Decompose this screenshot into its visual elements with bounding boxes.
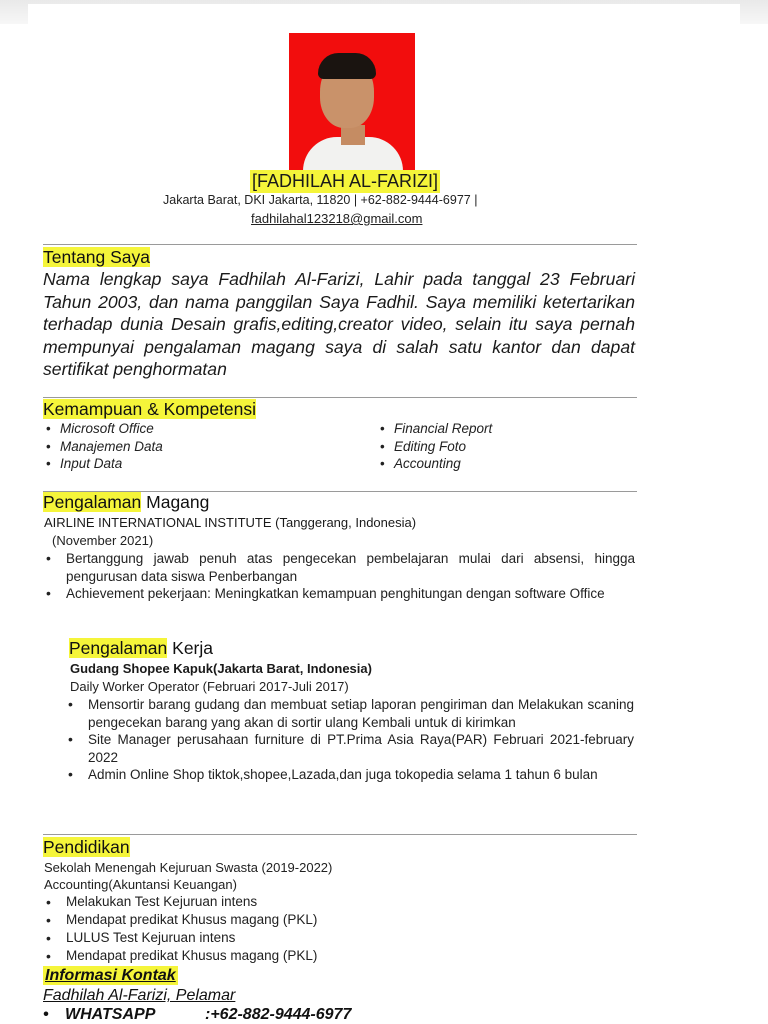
photo-neck xyxy=(341,125,365,145)
skill-item: • Financial Report xyxy=(378,420,492,438)
skills-list-right xyxy=(378,420,492,473)
education-school: Sekolah Menengah Kejuruan Swasta (2019-2022) xyxy=(44,860,333,875)
about-title-text: Tentang Saya xyxy=(43,247,151,267)
work-title xyxy=(69,638,213,659)
internship-bullets xyxy=(44,550,635,603)
internship-date: (November 2021) xyxy=(52,533,154,548)
internship-title-rest: Magang xyxy=(141,492,210,512)
work-role: Daily Worker Operator (Februari 2017-Juli 2017) xyxy=(70,679,349,694)
education-major: Accounting(Akuntansi Keuangan) xyxy=(44,877,237,892)
education-bullet: • Mendapat predikat Khusus magang (PKL) xyxy=(44,947,544,965)
email-link[interactable]: fadhilahal123218@gmail.com xyxy=(251,211,423,226)
skill-item: • Accounting xyxy=(378,455,492,473)
divider xyxy=(43,834,637,835)
education-bullets xyxy=(44,893,544,965)
internship-org: AIRLINE INTERNATIONAL INSTITUTE (Tanggerang, Indonesia) xyxy=(44,515,417,530)
whatsapp-number[interactable]: :+62-882-9444-6977 xyxy=(205,1006,352,1023)
internship-bullet: • Achievement pekerjaan: Meningkatkan kemampuan penghitungan dengan software Office xyxy=(44,585,635,603)
about-title xyxy=(43,247,150,268)
photo-hair xyxy=(318,53,376,79)
contact-applicant: Fadhilah Al-Farizi, Pelamar xyxy=(43,987,236,1004)
work-bullet: • Mensortir barang gudang dan membuat setiap laporan pengiriman dan Melakukan scaning pengecekan barang yang akan di sortir ulang Kembali untuk di kirimkan xyxy=(66,696,634,731)
skill-item: • Editing Foto xyxy=(378,438,492,456)
work-title-rest: Kerja xyxy=(167,638,213,658)
internship-title xyxy=(43,492,209,513)
divider xyxy=(43,244,637,245)
skill-item: • Manajemen Data xyxy=(44,438,163,456)
work-bullet: • Site Manager perusahaan furniture di PT.Prima Asia Raya(PAR) Februari 2021-february 2022 xyxy=(66,731,634,766)
divider xyxy=(43,397,637,398)
bullet-icon: • xyxy=(43,1006,49,1023)
work-bullets xyxy=(66,696,634,784)
education-bullet: • LULUS Test Kejuruan intens xyxy=(44,929,544,947)
work-title-highlight: Pengalaman xyxy=(69,638,168,658)
address-phone-line: Jakarta Barat, DKI Jakarta, 11820 | +62-882-9444-6977 | xyxy=(163,193,478,207)
contact-title: Informasi Kontak xyxy=(45,967,176,984)
education-title xyxy=(43,837,130,858)
internship-title-highlight: Pengalaman xyxy=(43,492,142,512)
work-org: Gudang Shopee Kapuk(Jakarta Barat, Indonesia) xyxy=(70,661,372,676)
education-bullet: • Mendapat predikat Khusus magang (PKL) xyxy=(44,911,544,929)
profile-photo xyxy=(289,33,415,171)
skills-title xyxy=(43,399,256,420)
work-bullet: • Admin Online Shop tiktok,shopee,Lazada,dan juga tokopedia selama 1 tahun 6 bulan xyxy=(66,766,634,784)
skills-list-left xyxy=(44,420,163,473)
skills-title-text: Kemampuan & Kompetensi xyxy=(43,399,257,419)
applicant-name: [FADHILAH AL-FARIZI] xyxy=(252,171,439,191)
education-title-text: Pendidikan xyxy=(43,837,130,857)
skill-item: • Microsoft Office xyxy=(44,420,163,438)
whatsapp-label: WHATSAPP xyxy=(65,1006,156,1023)
skill-item: • Input Data xyxy=(44,455,163,473)
internship-bullet: • Bertanggung jawab penuh atas pengecekan pembelajaran mulai dari absensi, hingga pengurusan data siswa Penberbangan xyxy=(44,550,635,585)
about-text: Nama lengkap saya Fadhilah Al-Farizi, Lahir pada tanggal 23 Februari Tahun 2003, dan nama panggilan Saya Fadhil. Saya memiliki ketertarikan terhadap dunia Desain grafis,editing,creator video, selain itu saya pernah mempunyai pengalaman magang saya di salah satu kantor dan dapat sertifikat penghormatan xyxy=(43,269,635,380)
education-bullet: • Melakukan Test Kejuruan intens xyxy=(44,893,544,911)
whatsapp-row xyxy=(43,1006,352,1024)
